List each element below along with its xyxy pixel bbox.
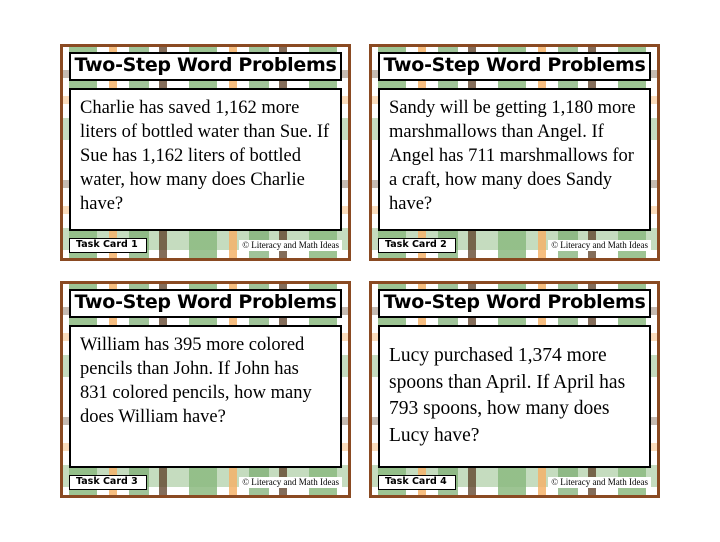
card-title: Two-Step Word Problems bbox=[378, 52, 651, 81]
task-card-content bbox=[372, 47, 657, 258]
card-footer bbox=[378, 474, 651, 491]
task-card-label: Task Card 2 bbox=[378, 238, 456, 253]
problem-text: Sandy will be getting 1,180 more marshmallows than Angel. If Angel has 711 marshmallows for a craft, how many does Sandy have? bbox=[389, 97, 636, 215]
card-footer bbox=[378, 237, 651, 254]
problem-text: William has 395 more colored pencils than John. If John has 831 colored pencils, how many does William have? bbox=[80, 334, 312, 428]
task-card-content bbox=[63, 284, 348, 495]
task-card-label: Task Card 1 bbox=[69, 238, 147, 253]
copyright-credit: © Literacy and Math Ideas bbox=[548, 240, 651, 252]
problem-box bbox=[378, 88, 651, 231]
card-title: Two-Step Word Problems bbox=[69, 289, 342, 318]
card-title: Two-Step Word Problems bbox=[69, 52, 342, 81]
problem-box bbox=[69, 88, 342, 231]
task-card bbox=[369, 44, 660, 261]
task-card-content bbox=[63, 47, 348, 258]
task-card bbox=[369, 281, 660, 498]
card-footer bbox=[69, 237, 342, 254]
problem-text: Lucy purchased 1,374 more spoons than April. If April has 793 spoons, how many does Lucy have? bbox=[389, 345, 626, 446]
problem-box bbox=[69, 325, 342, 468]
task-card-label: Task Card 4 bbox=[378, 475, 456, 490]
task-card bbox=[60, 44, 351, 261]
copyright-credit: © Literacy and Math Ideas bbox=[239, 477, 342, 489]
copyright-credit: © Literacy and Math Ideas bbox=[239, 240, 342, 252]
task-card bbox=[60, 281, 351, 498]
problem-box bbox=[378, 325, 651, 468]
copyright-credit: © Literacy and Math Ideas bbox=[548, 477, 651, 489]
task-card-content bbox=[372, 284, 657, 495]
card-title: Two-Step Word Problems bbox=[378, 289, 651, 318]
task-card-label: Task Card 3 bbox=[69, 475, 147, 490]
card-footer bbox=[69, 474, 342, 491]
problem-text: Charlie has saved 1,162 more liters of bottled water than Sue. If Sue has 1,162 liters of bottled water, how many does Charlie have? bbox=[80, 97, 330, 215]
